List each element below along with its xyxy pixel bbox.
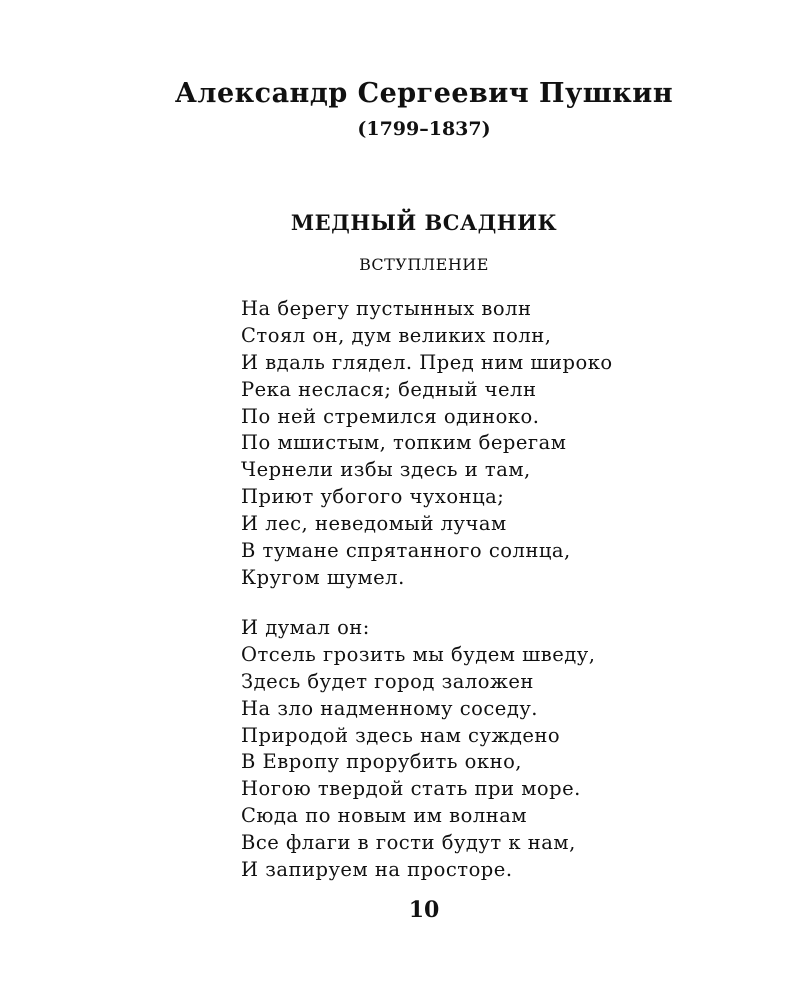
author-name: Александр Сергеевич Пушкин bbox=[174, 78, 674, 109]
stanza-1 bbox=[241, 296, 613, 592]
verse-line: На зло надменному соседу. bbox=[241, 696, 539, 720]
verse-line: В тумане спрятанного солнца, bbox=[241, 539, 571, 563]
verse-line: Приют убогого чухонца; bbox=[241, 485, 505, 509]
verse-line: И думал он: bbox=[241, 616, 370, 639]
verse-line: Отсель грозить мы будем шведу, bbox=[241, 642, 596, 666]
verse-line: Здесь будет город заложен bbox=[241, 669, 534, 693]
poem-section-title: ВСТУПЛЕНИЕ bbox=[359, 255, 489, 274]
verse-line: И запируем на просторе. bbox=[241, 858, 513, 882]
verse-line: Река неслася; бедный челн bbox=[241, 377, 537, 401]
verse-line: По мшистым, топким берегам bbox=[241, 431, 567, 455]
page-number: 10 bbox=[408, 897, 440, 923]
verse-line: Чернели избы здесь и там, bbox=[241, 458, 531, 482]
verse-line: И вдаль глядел. Пред ним широко bbox=[241, 350, 613, 374]
author-years: (1799–1837) bbox=[357, 118, 491, 140]
verse-line: Природой здесь нам суждено bbox=[241, 723, 561, 747]
verse-line: Стоял он, дум великих полн, bbox=[241, 323, 552, 347]
verse-line: Ногою твердой стать при море. bbox=[241, 777, 581, 801]
verse-line: И лес, неведомый лучам bbox=[241, 512, 507, 536]
verse-line: На берегу пустынных волн bbox=[241, 297, 532, 320]
verse-line: По ней стремился одиноко. bbox=[241, 404, 540, 428]
verse-line: Все флаги в гости будут к нам, bbox=[241, 831, 576, 855]
poem-title: МЕДНЫЙ ВСАДНИК bbox=[290, 210, 558, 235]
stanza-2 bbox=[241, 615, 595, 884]
verse-line: Кругом шумел. bbox=[241, 565, 405, 589]
verse-line: Сюда по новым им волнам bbox=[241, 804, 528, 828]
verse-line: В Европу прорубить окно, bbox=[241, 750, 523, 774]
